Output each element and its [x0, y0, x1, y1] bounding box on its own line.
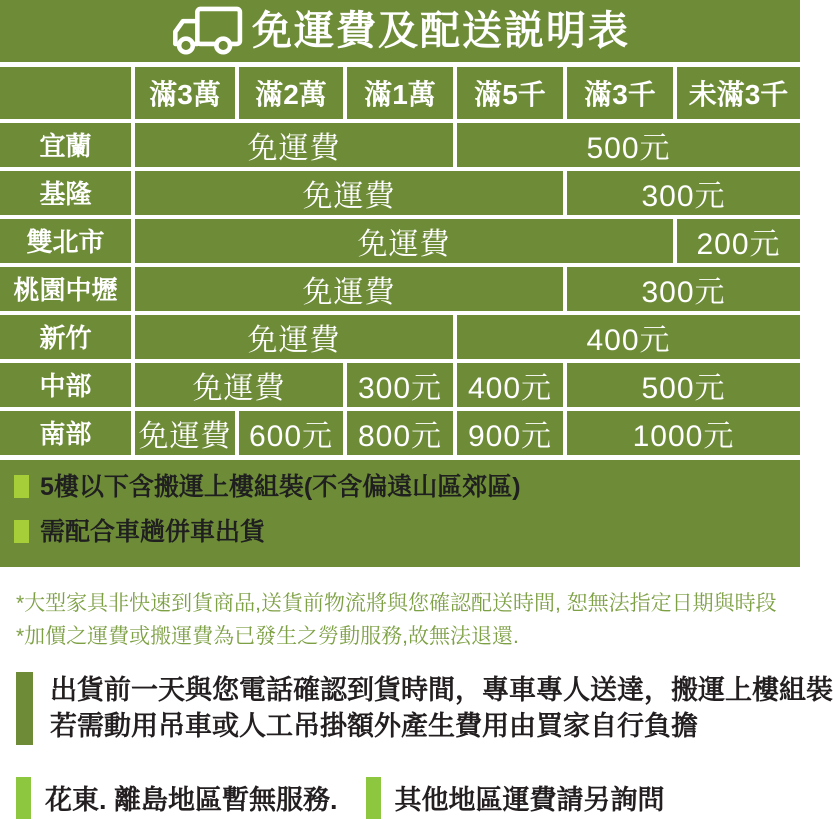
fee-cell: 免運費: [133, 313, 455, 361]
col-header-5k: 滿5千: [455, 65, 565, 121]
corner-cell: [0, 65, 133, 121]
region-label: 南部: [0, 409, 133, 458]
note-no-service-areas: [16, 777, 338, 819]
fine-print-line: *大型家具非快速到貨商品,送貨前物流將與您確認配送時間, 恕無法指定日期與時段: [16, 591, 777, 615]
delivery-note-line1: 出貨前一天與您電話確認到貨時間，專車專人送達，搬運上樓組裝: [50, 674, 833, 705]
region-label: 基隆: [0, 169, 133, 217]
region-label: 宜蘭: [0, 121, 133, 169]
fine-print-line: *加價之運費或搬運費為已發生之勞動服務,故無法退還.: [16, 625, 519, 649]
table-row-hsinchu: [0, 313, 800, 361]
fee-cell: 300元: [565, 169, 800, 217]
fee-cell: 900元: [455, 409, 565, 458]
col-header-10k: 滿1萬: [345, 65, 455, 121]
bottom-notes-row: [16, 777, 790, 819]
col-header-under-3k: 未滿3千: [675, 65, 800, 121]
region-label: 雙北市: [0, 217, 133, 265]
table-row-yilan: [0, 121, 800, 169]
fee-cell: 800元: [345, 409, 455, 458]
fee-cell: 免運費: [133, 169, 565, 217]
fee-cell: 免運費: [133, 265, 565, 313]
fee-cell: 300元: [345, 361, 455, 409]
fee-cell: 1000元: [565, 409, 800, 458]
fee-cell: 500元: [565, 361, 800, 409]
green-bar-icon: [16, 777, 31, 819]
square-bullet-icon: [14, 520, 29, 543]
table-row-south: [0, 409, 800, 458]
col-header-30k: 滿3萬: [133, 65, 237, 121]
note-text: 需配合車趟併車出貨: [40, 517, 266, 546]
fee-cell: 400元: [455, 361, 565, 409]
fee-cell: 免運費: [133, 409, 237, 458]
region-label: 新竹: [0, 313, 133, 361]
fee-cell: 300元: [565, 265, 800, 313]
fine-print-block: [16, 587, 790, 654]
delivery-truck-icon: [170, 4, 246, 58]
fee-cell: 400元: [455, 313, 800, 361]
bottom-note-text: 其他地區運費請另詢問: [394, 785, 665, 816]
region-label: 中部: [0, 361, 133, 409]
fee-cell: 600元: [237, 409, 345, 458]
note-other-areas: [366, 777, 665, 819]
green-notes-block: [0, 460, 800, 561]
title-bar: [0, 0, 800, 62]
fee-cell: 500元: [455, 121, 800, 169]
table-header-row: [0, 65, 800, 121]
delivery-note-line2: 若需動用吊車或人工吊掛額外產生費用由買家自行負擔: [50, 711, 698, 742]
bottom-note-text: 花東. 離島地區暫無服務.: [45, 785, 338, 816]
page-title: 免運費及配送説明表: [252, 9, 630, 53]
col-header-3k: 滿3千: [565, 65, 675, 121]
green-bar-icon: [366, 777, 381, 819]
table-row-taipei: [0, 217, 800, 265]
table-row-taoyuan: [0, 265, 800, 313]
note-assembly: [14, 469, 790, 505]
fee-cell: 200元: [675, 217, 800, 265]
note-text: 5樓以下含搬運上樓組裝(不含偏遠山區郊區): [40, 472, 521, 501]
fee-cell: 免運費: [133, 361, 345, 409]
table-row-central: [0, 361, 800, 409]
region-label: 桃園中壢: [0, 265, 133, 313]
table-row-keelung: [0, 169, 800, 217]
shipping-fee-table: [0, 62, 800, 460]
white-bottom-section: [0, 567, 833, 819]
note-combined-shipping: [14, 514, 790, 550]
delivery-note-block: [16, 672, 833, 745]
delivery-note-lines: [50, 672, 833, 745]
olive-bar-icon: [16, 672, 33, 745]
square-bullet-icon: [14, 475, 29, 498]
col-header-20k: 滿2萬: [237, 65, 345, 121]
fee-cell: 免運費: [133, 217, 675, 265]
fee-cell: 免運費: [133, 121, 455, 169]
